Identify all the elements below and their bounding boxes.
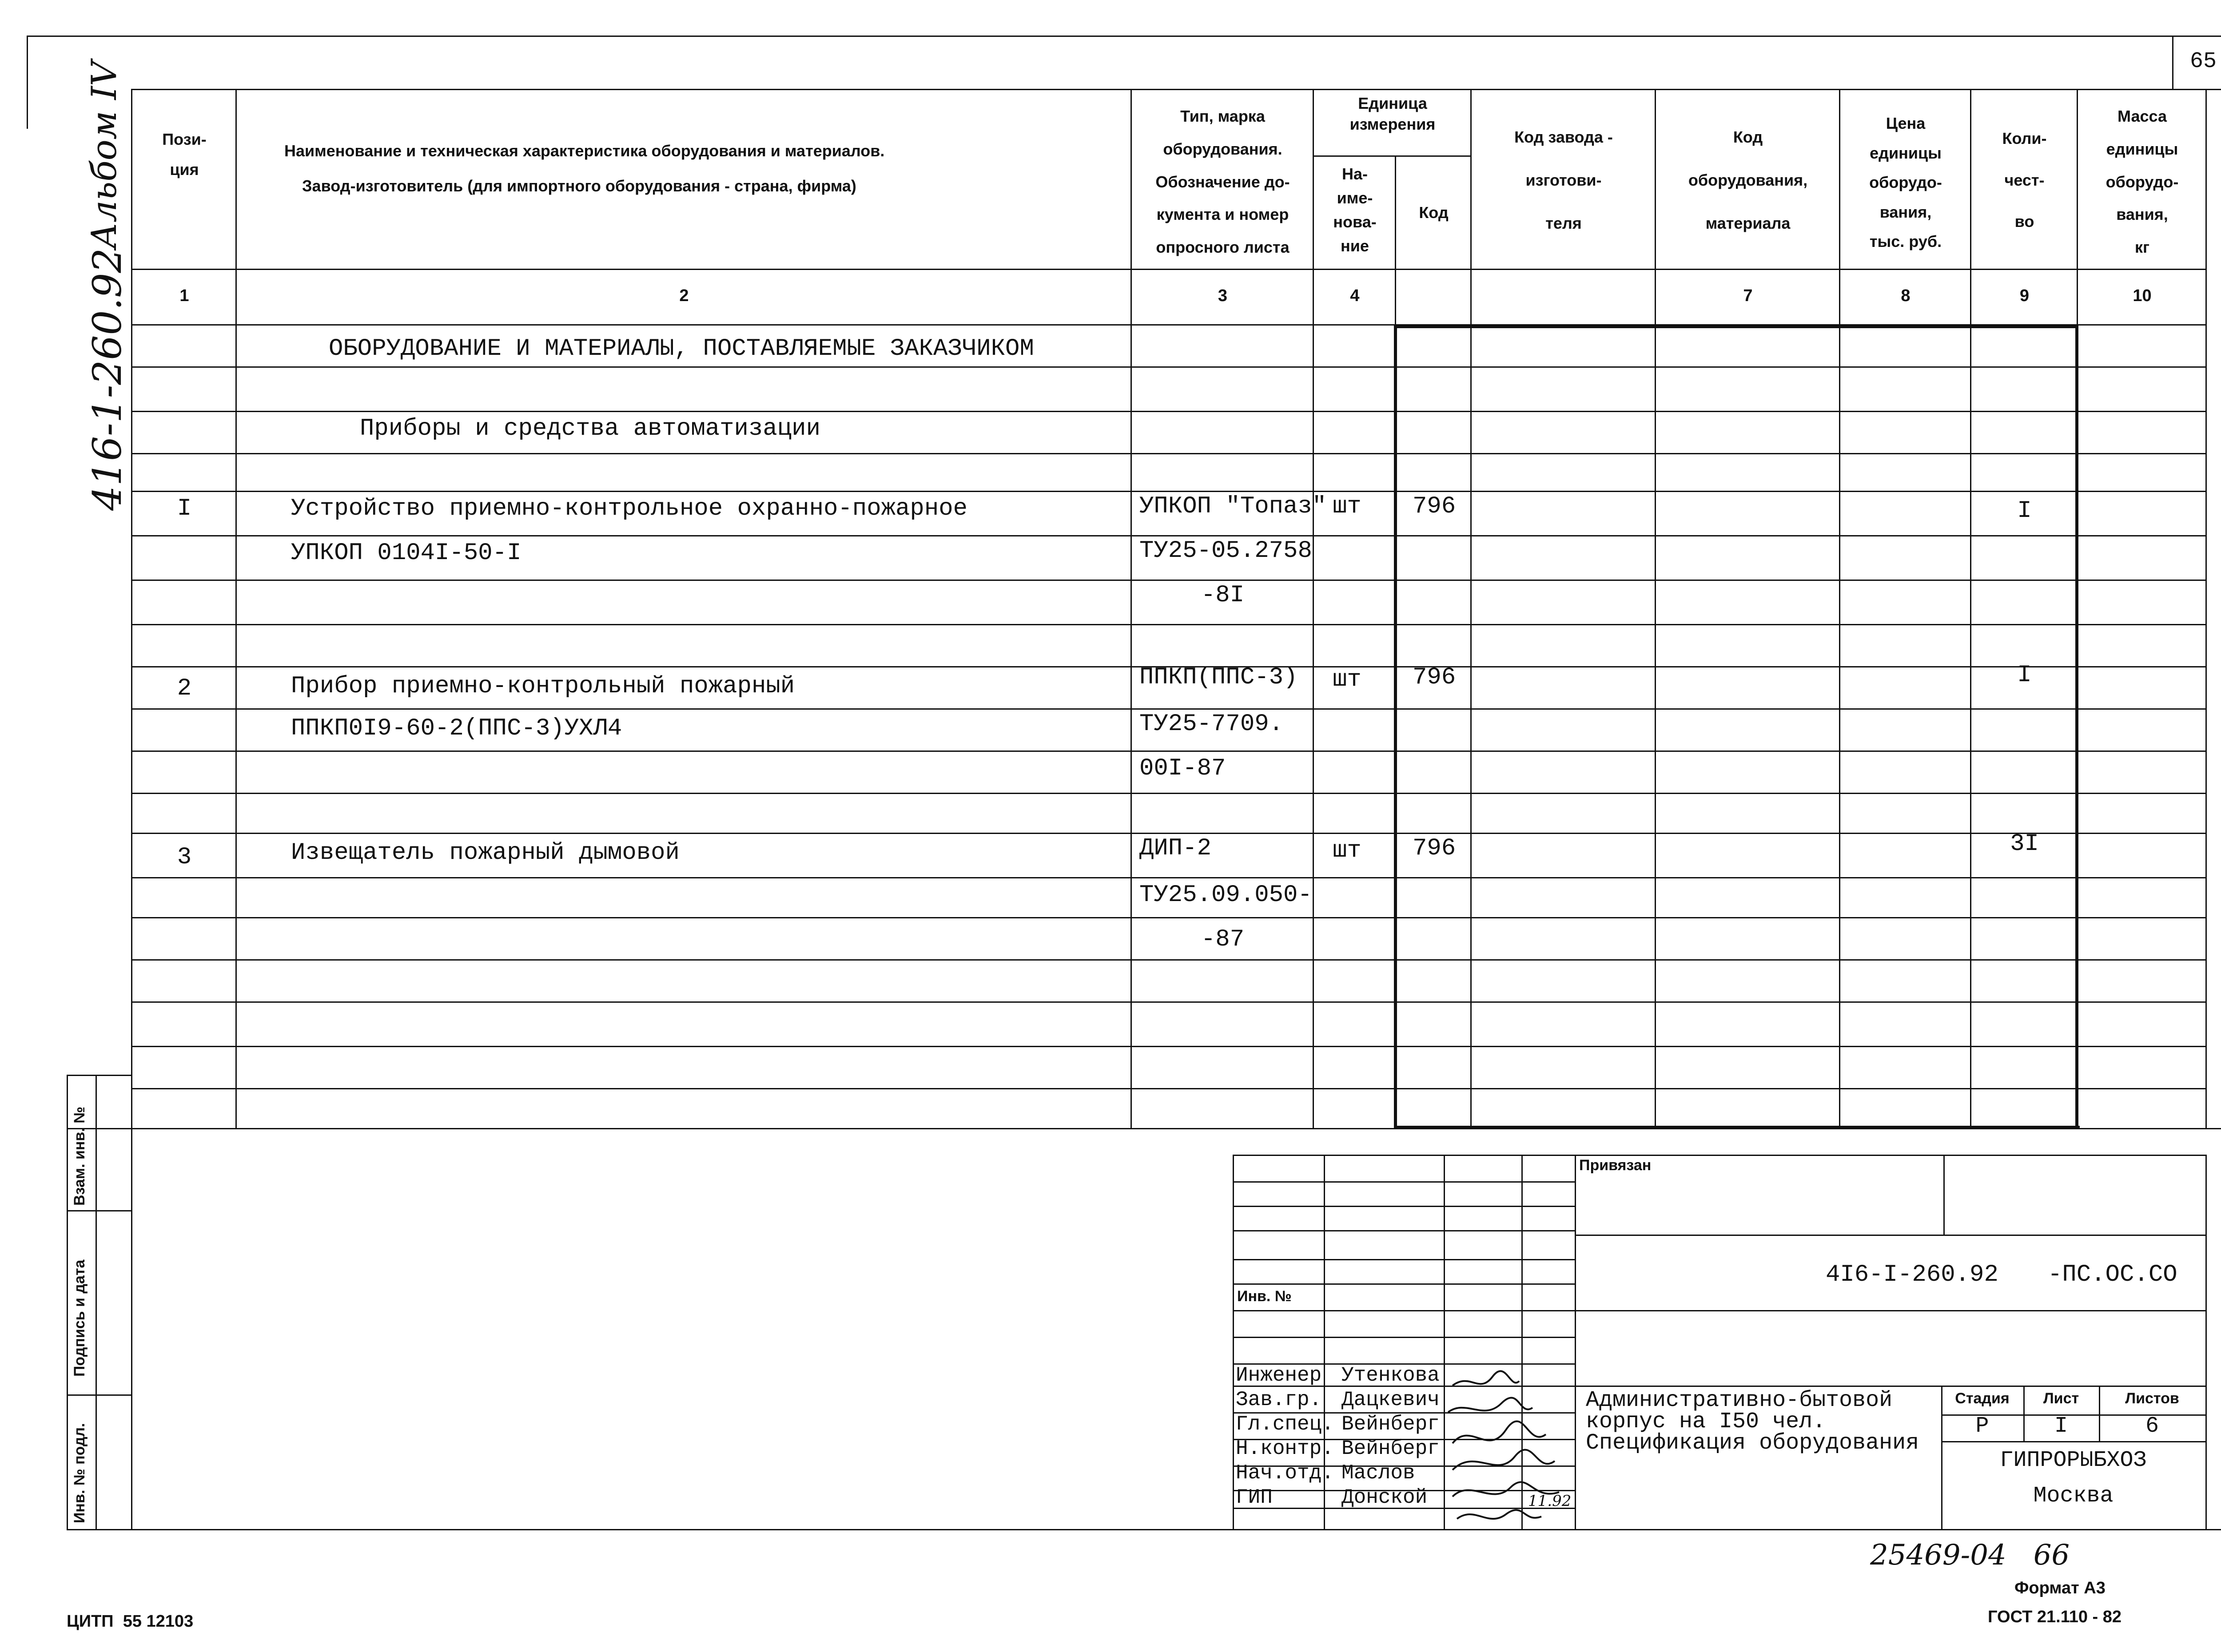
header-col3-line: кумента и номер xyxy=(1156,205,1289,224)
grid-h-r10 xyxy=(131,751,2207,752)
tb-role: ГИП xyxy=(1236,1486,1273,1509)
item-type: УПКОП "Топаз" xyxy=(1139,493,1327,520)
tb-stage: Р xyxy=(1975,1414,1989,1439)
tb-h-top xyxy=(1233,1155,2207,1156)
side-code: 416-1-260.92 xyxy=(84,248,130,511)
margin-col-right xyxy=(131,1075,132,1530)
grid-h-r14 xyxy=(131,917,2207,918)
grid-v-7 xyxy=(1839,89,1840,1128)
tb-role: Гл.спец. xyxy=(1236,1413,1334,1436)
subsection-title: Приборы и средства автоматизации xyxy=(360,415,820,442)
item-code: 796 xyxy=(1413,835,1456,862)
item-name: УПКОП 0104I-50-I xyxy=(291,540,521,567)
grid-h-r12 xyxy=(131,833,2207,834)
tb-doc-code: 4I6-I-260.92 xyxy=(1826,1261,1998,1288)
header-col3-line: Тип, марка xyxy=(1180,107,1265,125)
header-col8-line: вания, xyxy=(1879,203,1932,221)
item-name: ППКП0I9-60-2(ППС-3)УХЛ4 xyxy=(291,715,622,742)
grid-h-r9 xyxy=(131,708,2207,710)
header-col4-line: ние xyxy=(1341,237,1369,255)
thick-block-top xyxy=(1395,325,2077,328)
header-col8-line: Цена xyxy=(1886,114,1926,132)
header-col10-line: единицы xyxy=(2106,139,2178,158)
tb-h-c xyxy=(1233,1230,1575,1231)
header-col8-line: единицы xyxy=(1870,143,1942,162)
tb-h-d xyxy=(1233,1259,1575,1260)
header-col2-line: Наименование и техническая характеристика оборудования и материалов. xyxy=(284,142,885,160)
item-unit: шт xyxy=(1333,666,1361,693)
grid-h-r2 xyxy=(131,411,2207,412)
tb-role: Н.контр. xyxy=(1236,1437,1334,1460)
margin-h-0 xyxy=(67,1075,132,1076)
col-number: 4 xyxy=(1350,286,1360,305)
item-type: ДИП-2 xyxy=(1139,835,1212,862)
grid-v-6 xyxy=(1655,89,1656,1128)
tb-v-privyazan xyxy=(1943,1155,1945,1235)
tb-sheet-label: Лист xyxy=(2043,1390,2079,1407)
grid-v-10 xyxy=(2205,89,2207,1128)
grid-v-8 xyxy=(1970,89,1971,1128)
gost-label: ГОСТ 21.110 - 82 xyxy=(1988,1608,2122,1626)
tb-description-line: Административно-бытовой xyxy=(1586,1388,1893,1413)
header-col10-line: кг xyxy=(2134,238,2149,257)
grid-h-r15 xyxy=(131,959,2207,961)
header-col9-line: чест- xyxy=(2004,171,2045,189)
tb-h-b xyxy=(1233,1206,1575,1207)
tb-date: 11.92 xyxy=(1528,1492,1572,1510)
header-col2-line: Завод-изготовитель (для импортного оборудования - страна, фирма) xyxy=(302,177,856,195)
header-col7-line: материала xyxy=(1705,214,1791,233)
footer-left: ЦИТП 55 12103 xyxy=(67,1612,194,1631)
header-col3-line: Обозначение до- xyxy=(1155,172,1290,191)
grid-h-r11 xyxy=(131,793,2207,794)
header-unit-line: измерения xyxy=(1349,115,1436,133)
grid-h-r5 xyxy=(131,535,2207,536)
header-col3-line: оборудования. xyxy=(1163,139,1282,158)
header-col4 xyxy=(1315,162,1395,258)
item-type: ТУ25.09.050- xyxy=(1139,882,1312,909)
grid-h-unit xyxy=(1313,155,1470,157)
margin-h-2 xyxy=(67,1394,132,1396)
header-col4-line: На- xyxy=(1341,165,1368,183)
margin-label: Взам. инв. № xyxy=(71,1106,88,1206)
header-col10-line: Масса xyxy=(2118,107,2167,125)
tb-sheets-label: Листов xyxy=(2125,1390,2179,1407)
tb-h-e xyxy=(1233,1283,1575,1285)
tb-role: Нач.отд. xyxy=(1236,1461,1334,1485)
header-col4-line: име- xyxy=(1337,189,1373,207)
header-col1-line: Пози- xyxy=(162,130,207,148)
header-col10-line: оборудо- xyxy=(2106,172,2179,191)
header-col3-line: опросного листа xyxy=(1156,238,1290,257)
item-type: ТУ25-05.2758 xyxy=(1139,537,1312,564)
margin-label: Подпись и дата xyxy=(71,1259,88,1377)
tb-h-privyazan-bottom xyxy=(1575,1235,2207,1236)
grid-h-r16 xyxy=(131,1001,2207,1003)
tb-v-right xyxy=(2205,1155,2207,1530)
grid-h-header xyxy=(131,269,2207,270)
item-code: 796 xyxy=(1413,664,1456,691)
col-number: 7 xyxy=(1743,286,1753,305)
header-col4-line: нова- xyxy=(1333,213,1377,231)
header-col8-line: оборудо- xyxy=(1869,173,1942,192)
tb-names xyxy=(1341,1363,1440,1510)
tb-doc-suffix: -ПС.ОС.СО xyxy=(2048,1261,2177,1288)
col-number: 8 xyxy=(1901,286,1911,305)
header-unit-group xyxy=(1315,93,1470,135)
header-col9 xyxy=(1972,118,2077,242)
item-type: ППКП(ППС-3) xyxy=(1139,664,1298,691)
header-col3 xyxy=(1133,100,1313,264)
tb-description-line: Спецификация оборудования xyxy=(1586,1430,1919,1456)
item-unit: шт xyxy=(1333,493,1361,520)
item-quantity: 3I xyxy=(2010,830,2039,858)
tb-name: Маслов xyxy=(1341,1461,1415,1485)
grid-h-r7 xyxy=(131,624,2207,625)
item-quantity: I xyxy=(2017,662,2032,689)
grid-h-r18 xyxy=(131,1088,2207,1089)
col-number: 3 xyxy=(1218,286,1228,305)
item-type: -87 xyxy=(1201,926,1245,953)
tb-v-left xyxy=(1233,1155,1234,1530)
header-col9-line: Коли- xyxy=(2002,129,2047,147)
item-name: Прибор приемно-контрольный пожарный xyxy=(291,673,795,700)
header-col8 xyxy=(1841,109,1970,257)
tb-h-code-bottom xyxy=(1575,1310,2207,1311)
header-col6-line: Код завода - xyxy=(1514,128,1613,146)
margin-col-mid xyxy=(96,1075,97,1530)
col-number: 10 xyxy=(2133,286,2152,305)
album-note: Альбом IV xyxy=(84,61,124,249)
item-type: ТУ25-7709. xyxy=(1139,711,1284,738)
margin-h-1 xyxy=(67,1210,132,1211)
header-col10 xyxy=(2079,100,2205,264)
item-position: I xyxy=(177,495,192,522)
item-quantity: I xyxy=(2017,497,2032,524)
header-col6-line: теля xyxy=(1545,214,1582,233)
col-number: 1 xyxy=(179,286,189,305)
thick-block-left xyxy=(1394,325,1397,1129)
header-col1-line: ция xyxy=(170,160,199,179)
tb-org: ГИПРОРЫБХОЗ xyxy=(2000,1448,2147,1473)
item-type: 00I-87 xyxy=(1139,755,1226,782)
item-position: 2 xyxy=(177,675,192,702)
grid-h-r4 xyxy=(131,491,2207,492)
header-col6 xyxy=(1473,115,1655,245)
tb-name: Донской xyxy=(1341,1486,1428,1509)
header-col7-line: оборудования, xyxy=(1688,171,1808,190)
margin-label: Инв. № подл. xyxy=(71,1423,88,1523)
tb-city: Москва xyxy=(2033,1483,2114,1509)
header-col9-line: во xyxy=(2014,212,2034,231)
grid-v-0 xyxy=(131,89,132,1128)
margin-col-left xyxy=(67,1075,68,1530)
tb-sheet: I xyxy=(2054,1414,2068,1439)
tb-h-f xyxy=(1233,1310,1575,1311)
section-title: ОБОРУДОВАНИЕ И МАТЕРИАЛЫ, ПОСТАВЛЯЕМЫЕ ЗАКАЗЧИКОМ xyxy=(329,335,1034,362)
thick-block-bottom xyxy=(1395,1126,2080,1129)
grid-h-r13 xyxy=(131,877,2207,878)
header-col10-line: вания, xyxy=(2116,205,2168,224)
tb-sheets: 6 xyxy=(2145,1414,2159,1439)
tb-name: Вейнберг xyxy=(1341,1437,1440,1460)
tb-inv-no: Инв. № xyxy=(1237,1288,1292,1305)
item-code: 796 xyxy=(1413,493,1456,520)
grid-h-r1 xyxy=(131,366,2207,368)
grid-h-top xyxy=(131,89,2221,90)
col-number: 2 xyxy=(679,286,689,305)
grid-h-r3 xyxy=(131,453,2207,454)
tb-h-a xyxy=(1233,1181,1575,1183)
grid-v-5 xyxy=(1470,89,1472,1128)
item-name: Устройство приемно-контрольное охранно-пожарное xyxy=(291,495,968,522)
tb-h-stage-bottom xyxy=(1941,1441,2207,1442)
tb-description-line: корпус на I50 чел. xyxy=(1586,1409,1826,1434)
grid-v-3 xyxy=(1313,89,1314,1128)
sheet-number: 65 xyxy=(2189,49,2217,74)
header-col7 xyxy=(1657,115,1839,245)
header-col1 xyxy=(133,124,235,185)
header-col5: Код xyxy=(1419,203,1449,222)
tb-name: Вейнберг xyxy=(1341,1413,1440,1436)
col-number: 9 xyxy=(2019,286,2030,305)
tb-stage-label: Стадия xyxy=(1955,1390,2010,1407)
tb-name: Дацкевич xyxy=(1341,1388,1440,1411)
header-col2 xyxy=(249,133,1119,203)
frame-top xyxy=(27,36,2221,37)
item-position: 3 xyxy=(177,844,192,871)
grid-h-r6 xyxy=(131,580,2207,581)
frame-bottom xyxy=(67,1529,2221,1530)
thick-block-right xyxy=(2075,325,2078,1129)
header-col7-line: Код xyxy=(1733,128,1763,146)
tb-role: Инженер xyxy=(1236,1364,1322,1387)
grid-h-r17 xyxy=(131,1046,2207,1047)
item-unit: шт xyxy=(1333,837,1361,864)
header-col6-line: изготови- xyxy=(1525,171,1602,190)
header-col8-line: тыс. руб. xyxy=(1869,232,1942,251)
frame-left-top xyxy=(27,36,28,129)
handwritten-number: 25469-04 66 xyxy=(1870,1539,2070,1572)
tb-privyazan: Привязан xyxy=(1579,1157,1652,1174)
tb-roles xyxy=(1236,1363,1334,1510)
format-label: Формат А3 xyxy=(2014,1579,2106,1597)
tb-description xyxy=(1586,1390,1919,1454)
tb-role: Зав.гр. xyxy=(1236,1388,1322,1411)
header-unit-line: Единица xyxy=(1358,94,1427,112)
tb-h-g xyxy=(1233,1337,1575,1338)
tb-name: Утенкова xyxy=(1341,1364,1440,1387)
item-type: -8I xyxy=(1201,582,1245,609)
item-name: Извещатель пожарный дымовой xyxy=(291,839,680,866)
grid-v-2 xyxy=(1130,89,1132,1128)
grid-v-1 xyxy=(235,89,237,1128)
